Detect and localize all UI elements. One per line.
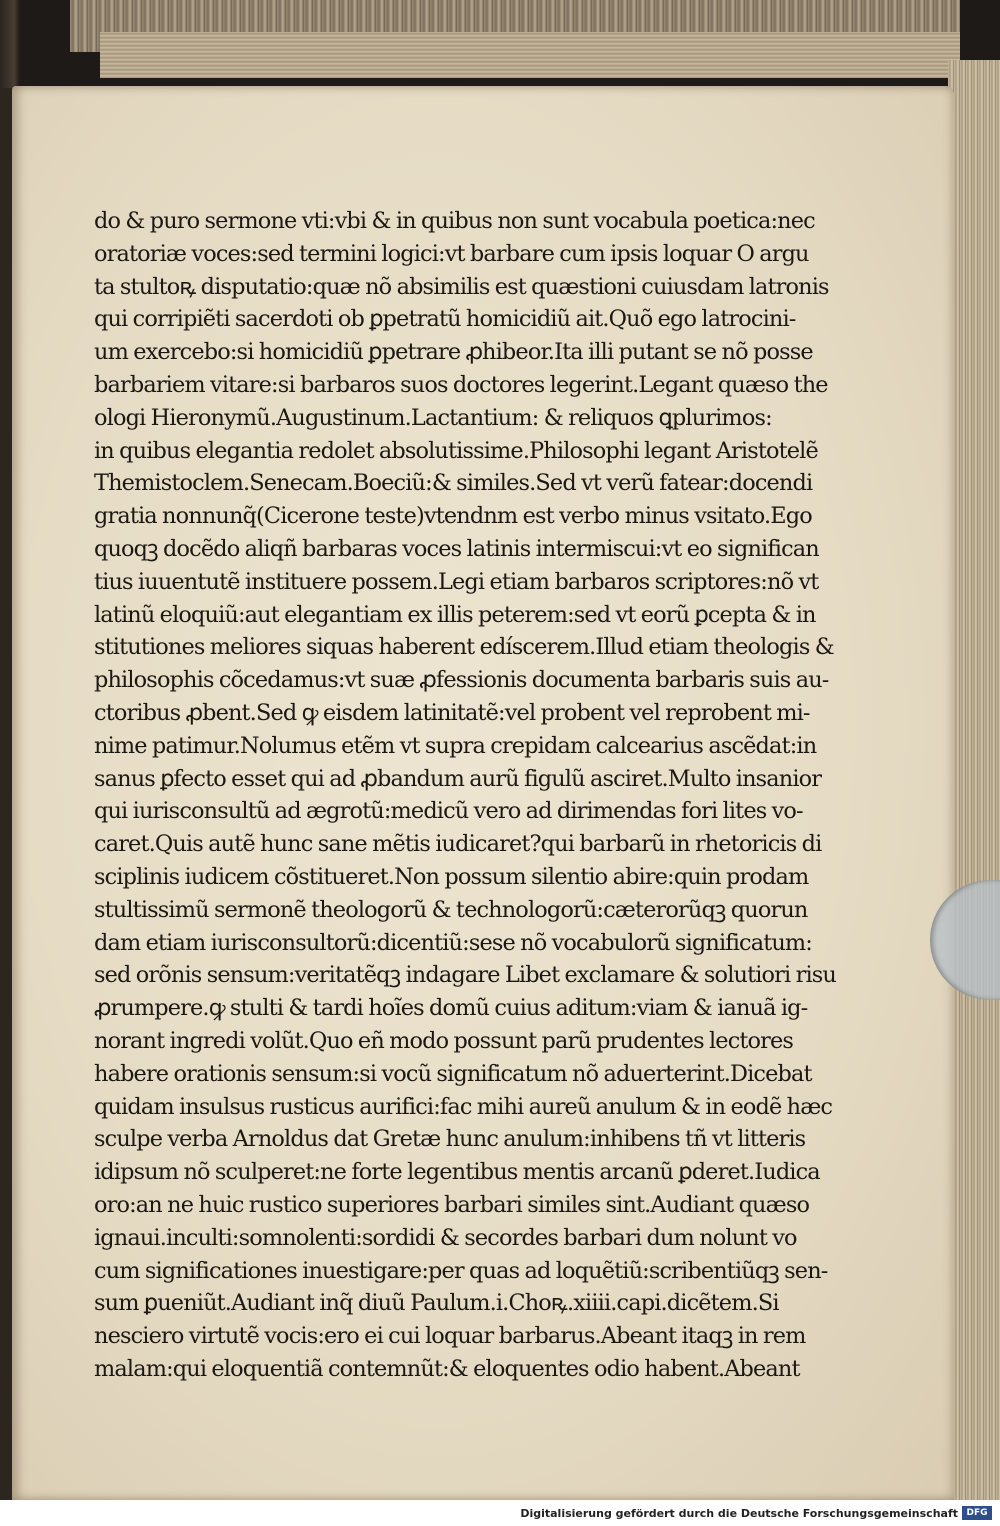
book-page-stack-right: [948, 60, 1000, 1500]
text-line: barbariem vitare:si barbaros suos doctores legerint.Legant quæso the: [94, 371, 828, 398]
text-line: ctoribus ꝓbent.Sed ꝙ eisdem latinitatẽ:vel probent vel reprobent mi-: [94, 699, 810, 726]
text-line: sanus ꝑfecto esset qui ad ꝓbandum aurũ figulũ asciret.Multo insanior: [94, 765, 822, 792]
text-line: norant ingredi volũt.Quo eñ modo possunt parũ prudentes lectores: [94, 1027, 794, 1054]
text-line: qui corripiẽti sacerdoti ob ꝑpetratũ homicidiũ ait.Quõ ego latrocini-: [94, 306, 796, 333]
dfg-logo: DFG: [962, 1506, 992, 1520]
text-line: philosophis cõcedamus:vt suæ ꝓfessionis documenta barbaris suis au-: [94, 667, 829, 694]
text-line: sed orõnis sensum:veritatẽqꝫ indagare Libet exclamare & solutiori risu: [94, 962, 836, 989]
book-page-stack-top: [100, 32, 960, 78]
text-line: ta stultoꝶ disputatio:quæ nõ absimilis est quæstioni cuiusdam latronis: [94, 273, 829, 300]
text-line: sum ꝑueniũt.Audiant inq̃ diuũ Paulum.i.Choꝶ.xiiii.capi.dicẽtem.Si: [94, 1290, 779, 1317]
text-line: sciplinis iudicem cõstitueret.Non possum silentio abire:quin prodam: [94, 863, 809, 890]
text-line: gratia nonnunq̃(Cicerone teste)vtendnm est verbo minus vsitato.Ego: [94, 503, 812, 530]
text-line: quoqꝫ docẽdo aliqñ barbaras voces latinis intermiscui:vt eo significan: [94, 535, 819, 562]
text-line: stultissimũ sermonẽ theologorũ & technologorũ:cæterorũqꝫ quorun: [94, 896, 808, 923]
funding-credit: Digitalisierung gefördert durch die Deutsche Forschungsgemeinschaft: [520, 1507, 958, 1520]
text-line: um exercebo:si homicidiũ ꝑpetrare ꝓhibeor.Ita illi putant se nõ posse: [94, 339, 813, 366]
text-line: nime patimur.Nolumus etẽm vt supra crepidam calcearius ascẽdat:in: [94, 732, 817, 759]
text-line: stitutiones meliores siquas haberent edíscerem.Illud etiam theologis &: [94, 634, 834, 661]
text-line: caret.Quis autẽ hunc sane mẽtis iudicaret?qui barbarũ in rhetoricis di: [94, 831, 822, 858]
text-line: ologi Hieronymũ.Augustinum.Lactantium: & reliquos ꝗplurimos:: [94, 404, 772, 431]
text-line: ꝓrumpere.ꝙ stulti & tardi hoĩes domũ cuius aditum:viam & ianuã ig-: [94, 995, 808, 1022]
text-line: tius iuuentutẽ instituere possem.Legi etiam barbaros scriptores:nõ vt: [94, 568, 819, 595]
text-line: malam:qui eloquentiã contemnũt:& eloquentes odio habent.Abeant: [94, 1355, 800, 1382]
text-line: sculpe verba Arnoldus dat Gretæ hunc anulum:inhibens tñ vt litteris: [94, 1126, 806, 1153]
text-line: in quibus elegantia redolet absolutissime.Philosophi legant Aristotelẽ: [94, 437, 818, 464]
text-line: ignaui.inculti:somnolenti:sordidi & secordes barbari dum nolunt vo: [94, 1224, 797, 1251]
printed-text-block: [94, 205, 834, 1386]
footer-bar: [0, 1500, 1000, 1526]
text-line: nesciero virtutẽ vocis:ero ei cui loquar barbarus.Abeant itaqꝫ in rem: [94, 1323, 806, 1350]
text-line: habere orationis sensum:si vocũ significatum nõ aduerterint.Dicebat: [94, 1060, 812, 1087]
text-line: oro:an ne huic rustico superiores barbari similes sint.Audiant quæso: [94, 1191, 810, 1218]
text-line: dam etiam iurisconsultorũ:dicentiũ:sese nõ vocabulorũ significatum:: [94, 929, 812, 956]
text-line: idipsum nõ sculperet:ne forte legentibus mentis arcanũ ꝑderet.Iudica: [94, 1159, 820, 1186]
text-line: qui iurisconsultũ ad ægrotũ:medicũ vero ad dirimendas fori lites vo-: [94, 798, 803, 825]
text-line: latinũ eloquiũ:aut elegantiam ex illis peterem:sed vt eorũ ꝑcepta & in: [94, 601, 816, 628]
text-line: do & puro sermone vti:vbi & in quibus non sunt vocabula poetica:nec: [94, 208, 815, 234]
text-line: Themistoclem.Senecam.Boeciũ:& similes.Sed vt verũ fatear:docendi: [94, 470, 813, 497]
text-line: quidam insulsus rusticus aurifici:fac mihi aureũ anulum & in eodẽ hæc: [94, 1093, 833, 1120]
text-line: oratoriæ voces:sed termini logici:vt barbare cum ipsis loquar O argu: [94, 240, 809, 267]
text-line: cum significationes inuestigare:per quas ad loquẽtiũ:scribentiũqꝫ sen-: [94, 1257, 828, 1284]
